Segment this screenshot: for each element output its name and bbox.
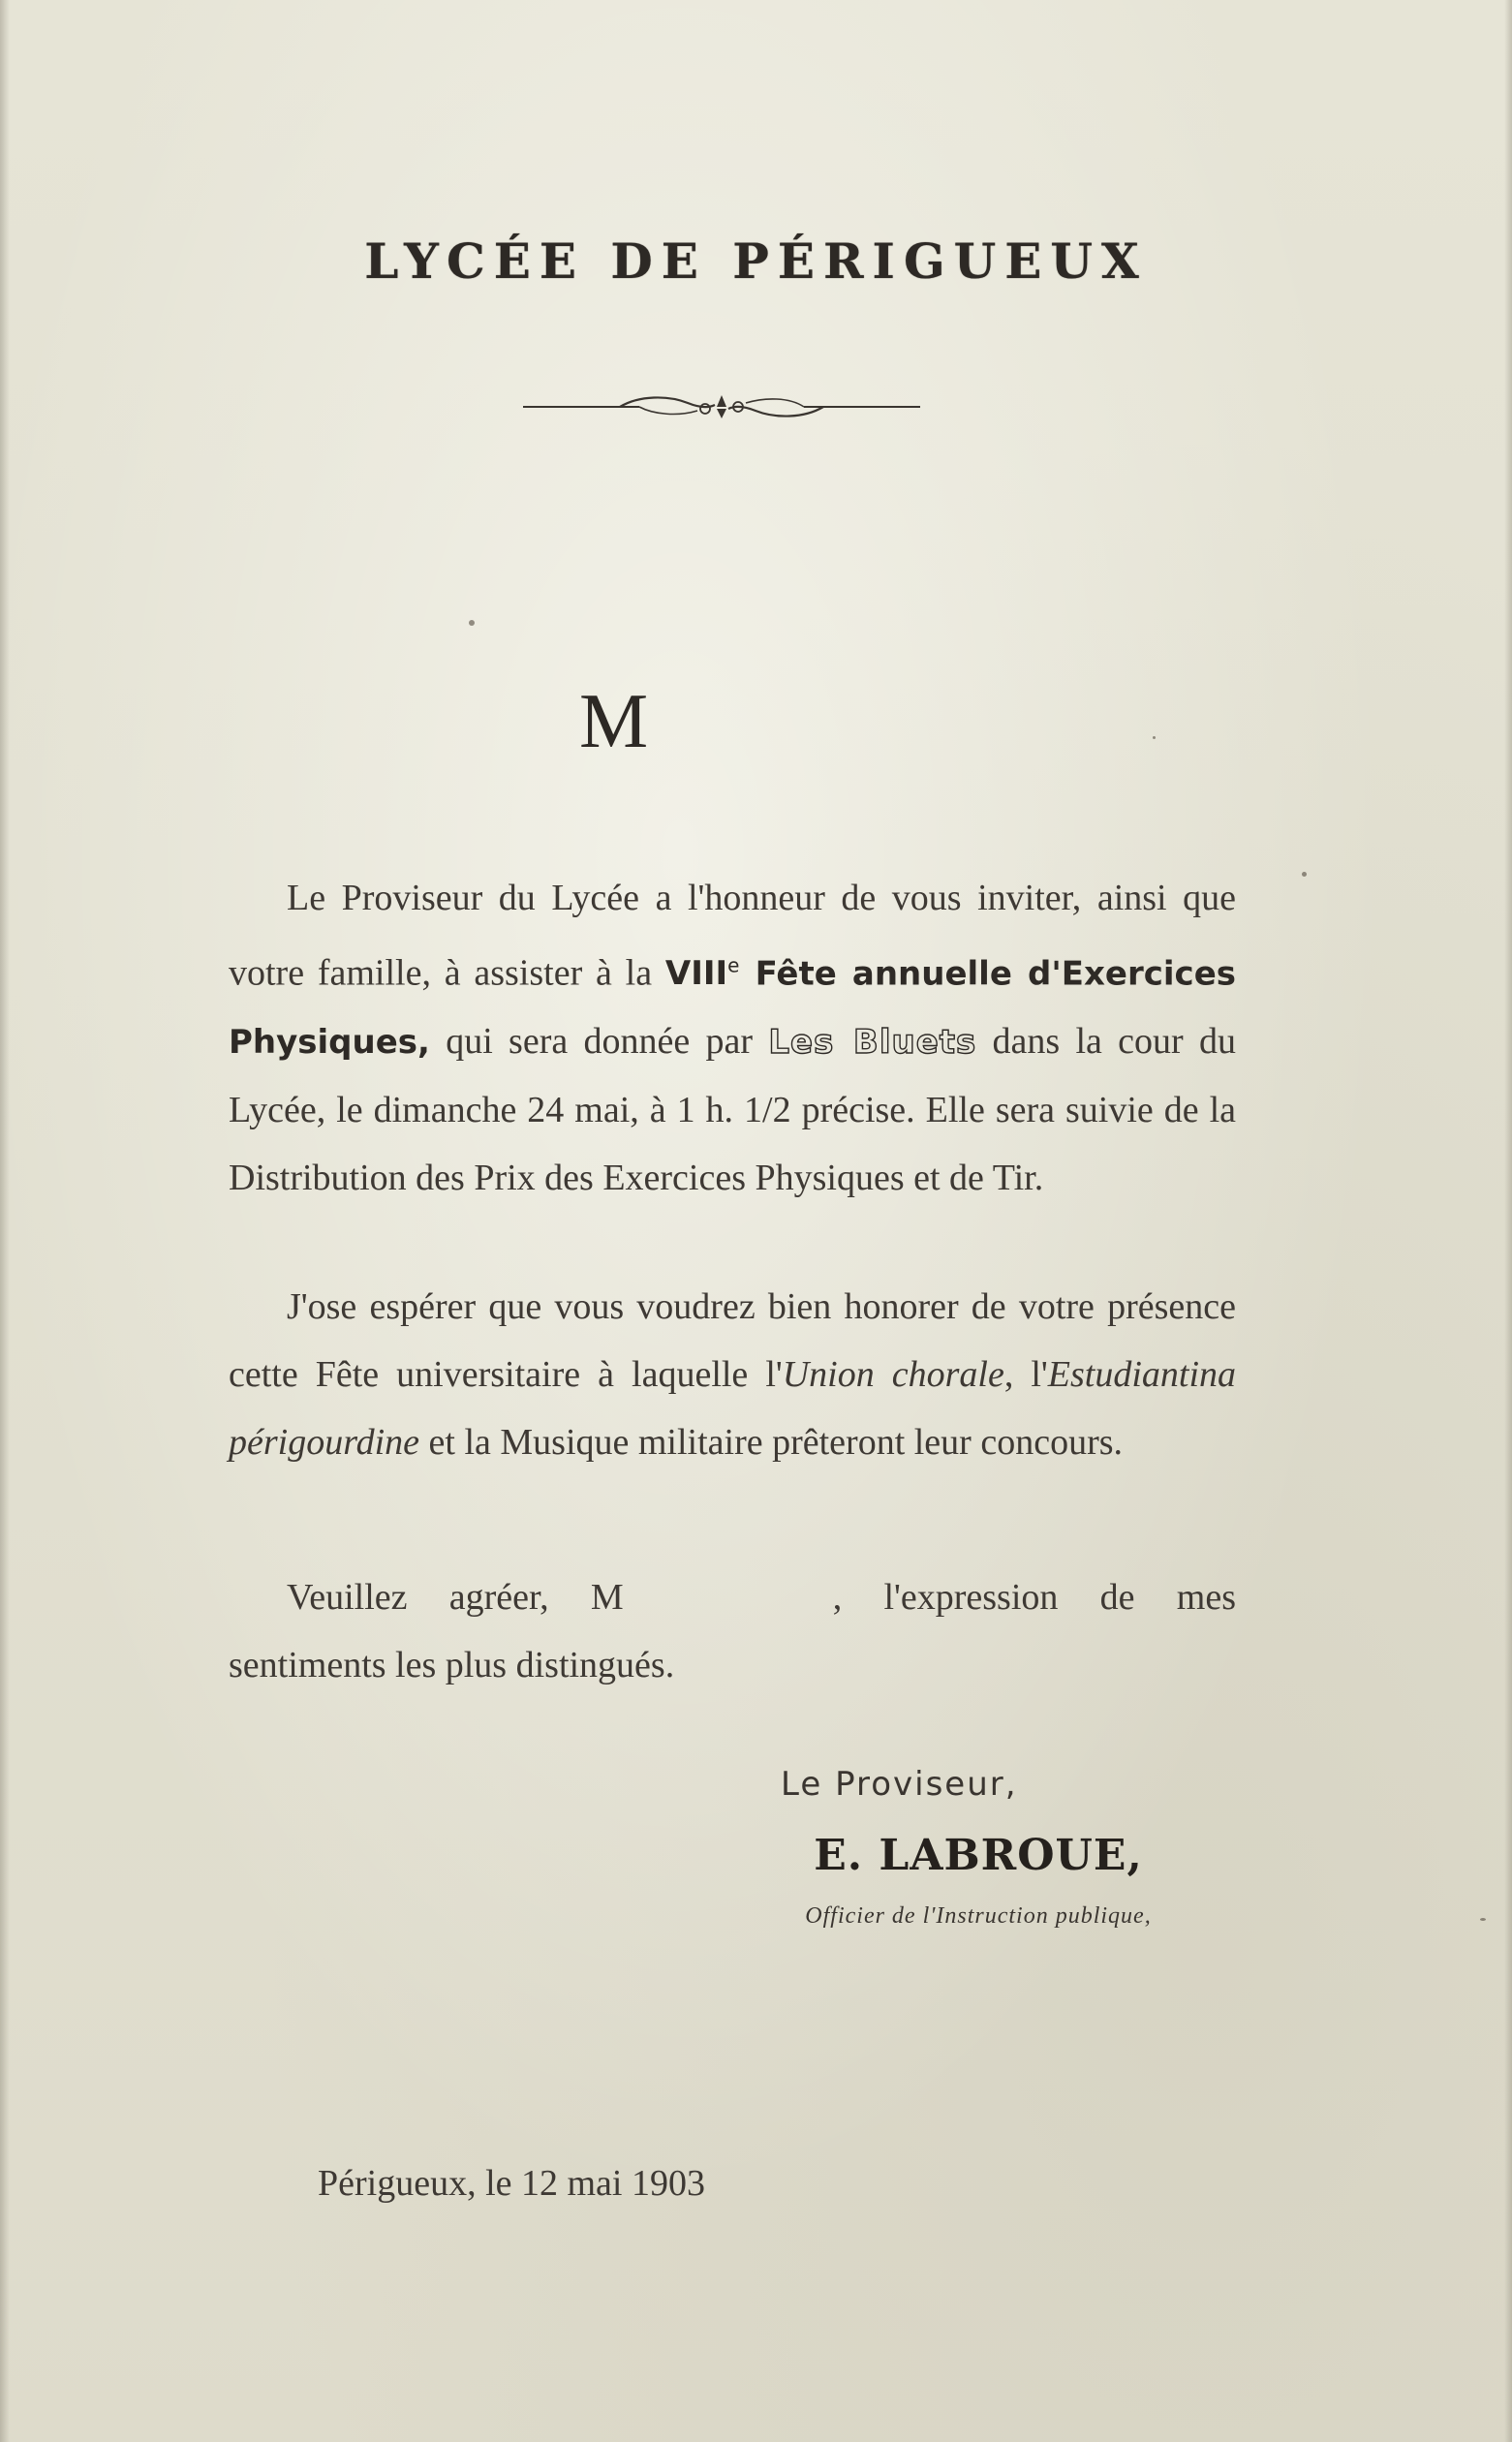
paper-speck xyxy=(1302,872,1307,877)
header-title: LYCÉE DE PÉRIGUEUX xyxy=(364,232,1148,290)
signature-title: Le Proviseur, xyxy=(781,1765,1018,1804)
paper-speck xyxy=(469,620,475,626)
p2-text-a: J'ose espérer que vous voudrez bien honorer de votre présence cette Fête universitaire à laquelle l' xyxy=(229,1286,1236,1395)
p1-group-name: Les Bluets xyxy=(768,1023,977,1063)
p2-text-b: , l' xyxy=(1003,1354,1048,1395)
p1-text-a: Le Proviseur du Lycée a l'honneur de vous inviter, ainsi que votre famille, à assister à la xyxy=(229,878,1236,994)
paper-speck xyxy=(1480,1918,1486,1921)
p2-union-chorale: Union chorale xyxy=(782,1354,1004,1395)
p2-estudiantina: Estudiantina périgourdine xyxy=(229,1354,1237,1463)
page-edge-right xyxy=(1504,0,1512,2442)
p1-ordinal xyxy=(665,954,740,993)
p3-text-b: , l'expression de mes sentiments les plus distingués. xyxy=(229,1577,1236,1685)
p1-text-d: dans la cour du Lycée, le dimanche 24 mai, à 1 h. 1/2 précise. Elle sera suivie de la Distribution des Prix des Exercices Physiques et de Tir. xyxy=(229,1021,1236,1199)
ordinal-suffix: e xyxy=(727,954,740,977)
signature-name: E. LABROUE, xyxy=(814,1831,1143,1880)
paragraph-invitation xyxy=(229,864,1236,1212)
paragraph-hope xyxy=(229,1273,1236,1476)
paragraph-closing xyxy=(229,1563,1236,1699)
p1-event-name: Fête annuelle d'Exercices Physiques, xyxy=(229,954,1236,1063)
p1-text-c: qui sera donnée par xyxy=(429,1021,769,1063)
page-edge-left xyxy=(0,0,10,2442)
ordinal-number: VIII xyxy=(664,954,728,994)
ornament-divider xyxy=(523,386,920,426)
signature-role: Officier de l'Instruction publique, xyxy=(805,1903,1152,1929)
p2-text-c: et la Musique militaire prêteront leur concours. xyxy=(419,1422,1124,1463)
p3-text-a: Veuillez agréer, M xyxy=(287,1577,624,1618)
salutation: M xyxy=(579,679,649,764)
date-line: Périgueux, le 12 mai 1903 xyxy=(318,2163,705,2204)
signature-block xyxy=(765,1765,1191,1930)
paper-speck xyxy=(1153,736,1156,739)
